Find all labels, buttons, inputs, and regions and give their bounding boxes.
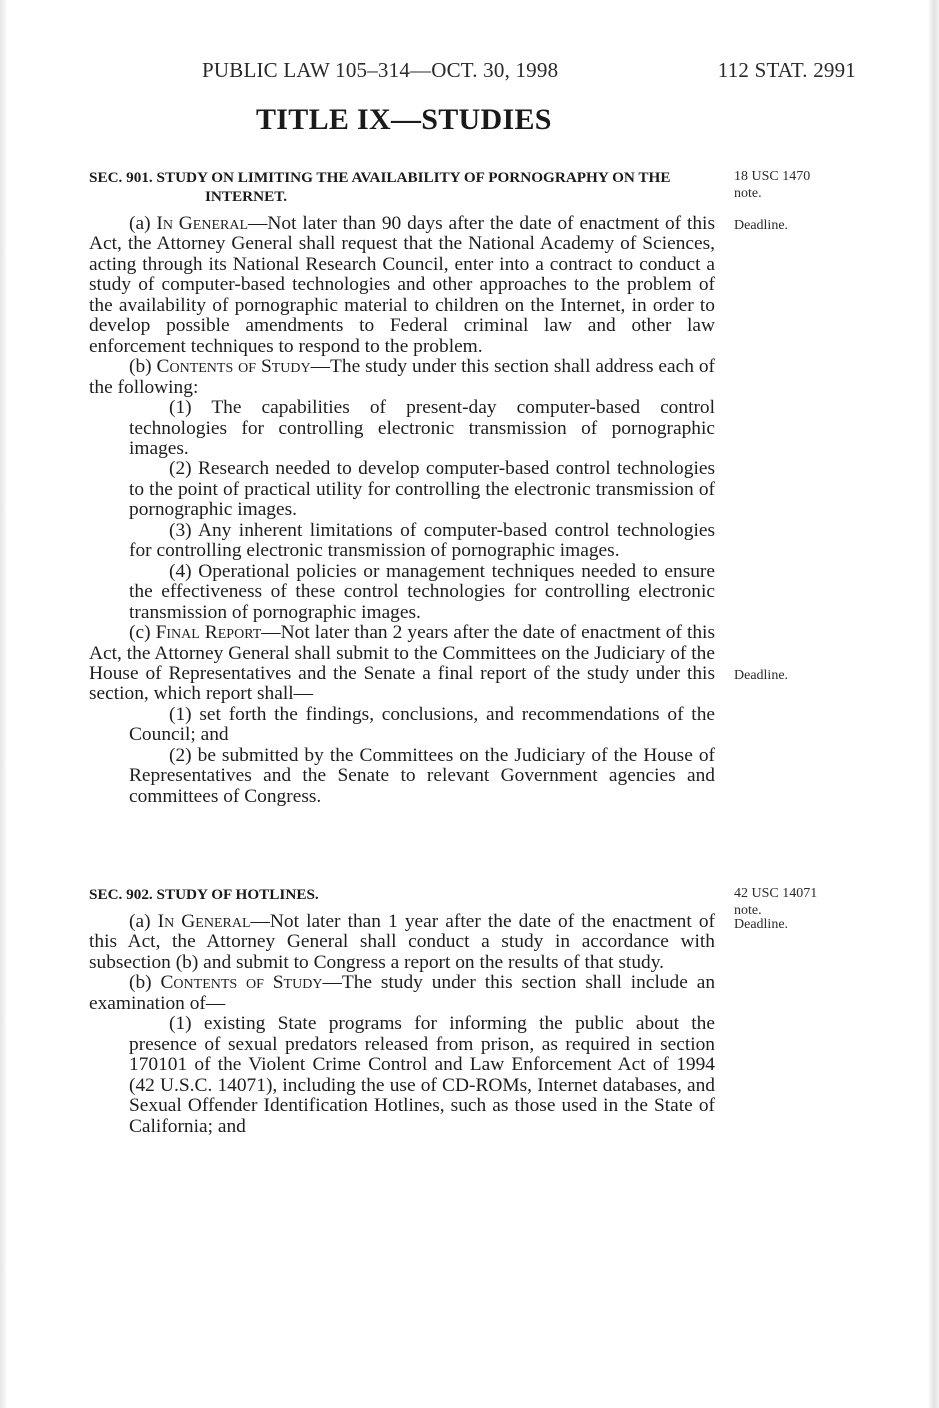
margin-note-deadline: Deadline. [734, 917, 789, 932]
margin-note-usc-citation: 18 USC 1470 [734, 169, 811, 184]
subsection-caption: In General [157, 911, 251, 932]
running-head [202, 58, 856, 84]
section-901 [89, 168, 715, 807]
list-item: (3) Any inherent limitations of computer-based control technologies for controlling electronic transmission of pornographic images. [129, 519, 715, 562]
running-head-page-stat: 112 STAT. 2991 [717, 58, 856, 82]
list-item: (1) The capabilities of present-day computer-based control technologies for controlling electronic transmission of pornographic images. [129, 397, 715, 459]
list-item: (1) set forth the findings, conclusions, and recommendations of the Council; and [129, 703, 715, 746]
section-901-subsection-c: (c) Final Report—Not later than 2 years after the date of enactment of this Act, the Attorney General shall submit to the Committees on the Judiciary of the House of Representatives and the Senate a final report of the study under this section, which report shall— [89, 622, 715, 705]
section-902-subsection-a: (a) In General—Not later than 1 year after the date of the enactment of this Act, the Attorney General shall conduct a study in accordance with subsection (b) and submit to Congress a report on the results of that study. [89, 911, 715, 973]
section-902-subsection-b: (b) Contents of Study—The study under this section shall include an examination of— [89, 972, 716, 1014]
subsection-caption: In General [156, 213, 249, 234]
section-901-heading: SEC. 901. STUDY ON LIMITING THE AVAILABILITY OF PORNOGRAPHY ON THE INTERNET. [89, 169, 671, 205]
running-head-citation: PUBLIC LAW 105–314—OCT. 30, 1998 [202, 58, 559, 82]
list-item: (1) existing State programs for informing the public about the presence of sexual predators released from prison, as required in section 170101 of the Violent Crime Control and Law Enforcement Act of 1994 (42 U.S.C. 14071), including the use of CD-ROMs, Internet databases, and Sexual Offender Identification Hotlines, such as those used in the State of California; and [129, 1013, 715, 1137]
section-902-heading: SEC. 902. STUDY OF HOTLINES. [89, 886, 319, 903]
section-902 [89, 885, 715, 1137]
subsection-caption: Contents of Study [156, 356, 311, 378]
margin-note-note: note. [734, 186, 762, 201]
list-item: (2) Research needed to develop computer-based control technologies to the point of practical utility for controlling the electronic transmission of pornographic images. [129, 458, 715, 521]
section-902-body [89, 912, 715, 1137]
section-901-body [89, 214, 715, 807]
subsection-caption: Final Report [155, 622, 262, 644]
margin-note-usc-citation: 42 USC 14071 [734, 886, 818, 901]
list-item: (4) Operational policies or management techniques needed to ensure the effectiveness of these control technologies for controlling electronic transmission of pornographic images. [129, 560, 715, 623]
page-edge-shadow-left [0, 0, 7, 1408]
list-item: (2) be submitted by the Committees on the Judiciary of the House of Representatives and the Senate to relevant Government agencies and committees of Congress. [129, 744, 715, 807]
margin-note-deadline: Deadline. [734, 668, 789, 683]
section-901-subsection-a: (a) In General—Not later than 90 days after the date of enactment of this Act, the Attorney General shall request that the National Academy of Sciences, acting through its National Research Council, enter into a contract to conduct a study of computer-based technologies and other approaches to the problem of the availability of pornographic material to children on the Internet, in order to develop possible amendments to Federal criminal law and other law enforcement techniques to respond to the problem. [89, 213, 715, 357]
page-edge-shadow-right [928, 0, 939, 1408]
section-901-subsection-b: (b) Contents of Study—The study under this section shall address each of the following: [89, 356, 715, 398]
margin-note-deadline: Deadline. [734, 218, 789, 233]
margin-note-note: note. [734, 903, 762, 918]
title-heading: TITLE IX—STUDIES [256, 103, 552, 136]
subsection-caption: Contents of Study [160, 972, 323, 994]
